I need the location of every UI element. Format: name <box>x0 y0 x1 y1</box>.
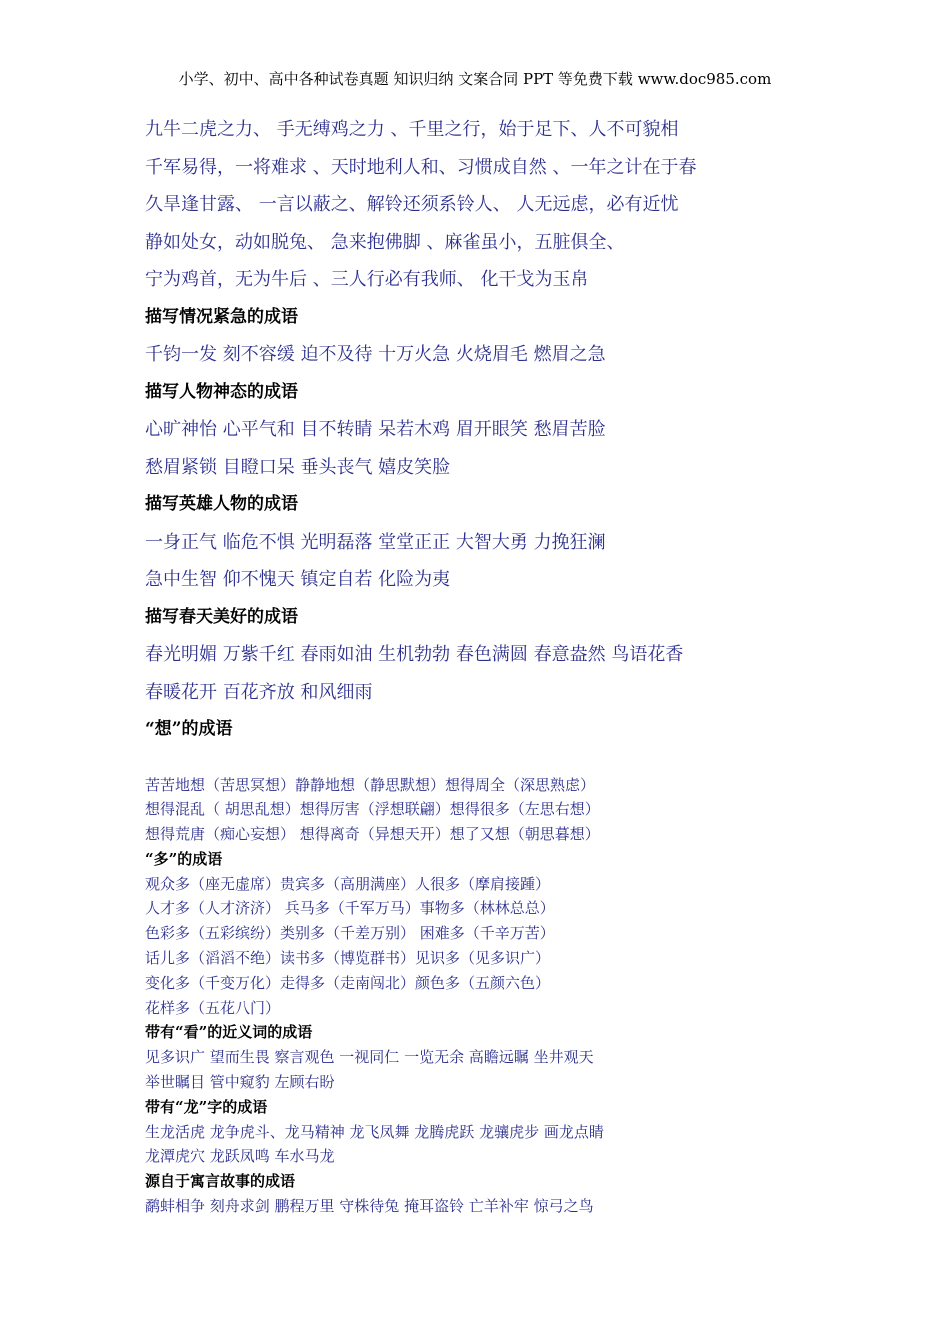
section-heading-xiang: “想”的成语 <box>145 719 233 739</box>
section-heroes <box>145 486 935 599</box>
idiom-line: 千军易得，一将难求 、天时地利人和、习惯成自然 、一年之计在于春 <box>145 156 697 178</box>
idiom-line: 宁为鸡首，无为牛后 、三人行必有我师、 化干戈为玉帛 <box>145 269 589 290</box>
section-heading: 描写英雄人物的成语 <box>145 494 298 514</box>
section-heading: 描写春天美好的成语 <box>145 606 298 627</box>
idiom-line: 静如处女，动如脱兔、 急来抱佛脚 、麻雀虽小，五脏俱全、 <box>145 231 625 253</box>
spacer <box>145 749 935 773</box>
idiom-line: 想得混乱（ 胡思乱想）想得厉害（浮想联翩）想得很多（左思右想） <box>145 800 600 819</box>
section-heading: 源自于寓言故事的成语 <box>145 1172 296 1191</box>
idiom-line: 一身正气 临危不惧 光明磊落 堂堂正正 大智大勇 力挽狂澜 <box>145 531 606 553</box>
idiom-line: 生龙活虎 龙争虎斗、龙马精神 龙飞凤舞 龙腾虎跃 龙骧虎步 画龙点睛 <box>145 1122 604 1141</box>
idiom-line: 急中生智 仰不愧天 镇定自若 化险为夷 <box>145 569 451 590</box>
document-body <box>145 111 935 1219</box>
idiom-line: 变化多（千变万化）走得多（走南闯北）颜色多（五颜六色） <box>145 973 551 992</box>
idiom-line: 鹬蚌相争 刻舟求剑 鹏程万里 守株待兔 掩耳盗铃 亡羊补牢 惊弓之鸟 <box>145 1197 594 1216</box>
idiom-line: 人才多（人才济济） 兵马多（千军万马）事物多（林林总总） <box>145 899 555 918</box>
section-long <box>145 1095 935 1169</box>
section-urgent <box>145 299 935 374</box>
section-heading: 描写情况紧急的成语 <box>145 306 298 327</box>
page-header: 小学、初中、高中各种试卷真题 知识归纳 文案合同 PPT 等免费下载 www.doc985.com <box>178 70 772 88</box>
section-fable <box>145 1169 935 1219</box>
idiom-line: 花样多（五花八门） <box>145 998 281 1017</box>
section-heading: “多”的成语 <box>145 849 223 868</box>
idiom-line: 话儿多（滔滔不绝）读书多（博览群书）见识多（见多识广） <box>145 949 551 968</box>
idiom-line: 九牛二虎之力、 手无缚鸡之力 、千里之行，始于足下、人不可貌相 <box>145 119 679 140</box>
idiom-line: 龙潭虎穴 龙跃凤鸣 车水马龙 <box>145 1147 335 1166</box>
idiom-line: 观众多（座无虚席）贵宾多（高朋满座）人很多（摩肩接踵） <box>145 874 551 893</box>
idiom-line: 春暖花开 百花齐放 和风细雨 <box>145 681 373 703</box>
section-xiang <box>145 773 935 847</box>
idiom-line: 心旷神怡 心平气和 目不转睛 呆若木鸡 眉开眼笑 愁眉苦脸 <box>145 419 606 440</box>
idiom-line: 举世瞩目 管中窥豹 左顾右盼 <box>145 1073 335 1092</box>
section-kan <box>145 1020 935 1094</box>
idiom-line: 春光明媚 万紫千红 春雨如油 生机勃勃 春色满圆 春意盎然 鸟语花香 <box>145 644 684 665</box>
section-duo <box>145 847 935 1021</box>
idiom-line: 想得荒唐（痴心妄想） 想得离奇（异想天开）想了又想（朝思暮想） <box>145 825 600 844</box>
section-demeanor <box>145 374 935 487</box>
idiom-line: 愁眉紧锁 目瞪口呆 垂头丧气 嬉皮笑脸 <box>145 456 451 478</box>
section-heading: 描写人物神态的成语 <box>145 381 298 402</box>
section-heading: 带有“看”的近义词的成语 <box>145 1023 313 1042</box>
idiom-line: 久旱逢甘露、 一言以蔽之、解铃还须系铃人、 人无远虑，必有近忧 <box>145 194 679 215</box>
idiom-line: 千钧一发 刻不容缓 迫不及待 十万火急 火烧眉毛 燃眉之急 <box>145 344 606 365</box>
idiom-line: 苦苦地想（苦思冥想）静静地想（静思默想）想得周全（深思熟虑） <box>145 775 596 794</box>
idiom-line: 见多识广 望而生畏 察言观色 一视同仁 一览无余 高瞻远瞩 坐井观天 <box>145 1048 594 1067</box>
idiom-line: 色彩多（五彩缤纷）类别多（千差万别） 困难多（千辛万苦） <box>145 924 555 943</box>
idiom-list-top <box>145 111 935 299</box>
section-spring <box>145 599 935 712</box>
section-heading: 带有“龙”字的成语 <box>145 1097 268 1116</box>
